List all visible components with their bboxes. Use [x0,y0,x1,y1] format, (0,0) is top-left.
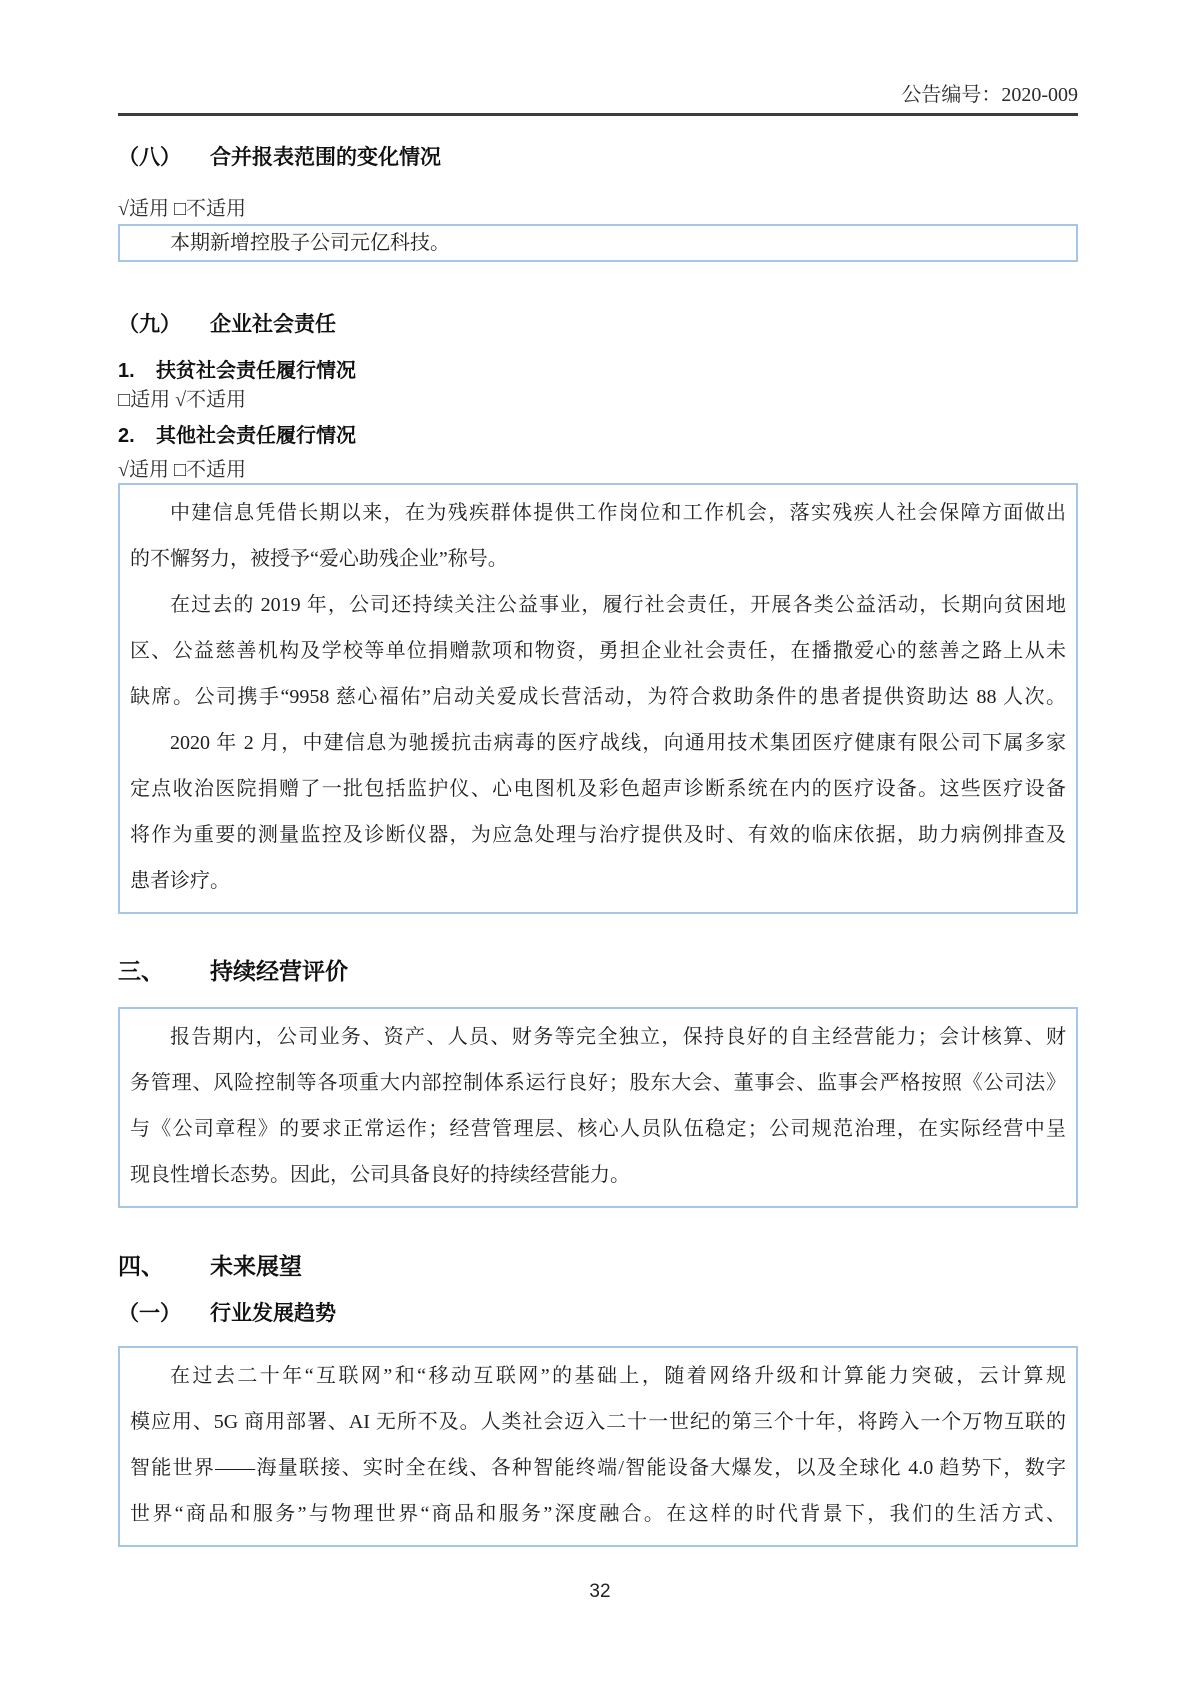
section-8-heading [118,147,1078,169]
list-item-1-applicability-line: □适用 √不适用 [118,389,247,411]
section-3-content-box [118,1007,1078,1208]
page-number: 32 [589,1581,611,1602]
paragraph-line: 缺席。公司携手“9958 慈心福佑”启动关爱成长营活动，为符合救助条件的患者提供资助达 88 人次。 [130,686,1066,708]
paragraph-line: 与《公司章程》的要求正常运作；经营管理层、核心人员队伍稳定；公司规范治理，在实际经营中呈 [130,1118,1066,1140]
section-4-sub-1-number: （一） [118,1302,181,1325]
paragraph-line: 中建信息凭借长期以来，在为残疾群体提供工作岗位和工作机会，落实残疾人社会保障方面做出 [170,502,1066,524]
list-item-2 [118,426,1078,446]
paragraph-line: 在过去的 2019 年，公司还持续关注公益事业，履行社会责任，开展各类公益活动，长期向贫困地 [170,594,1066,616]
list-item-1-title: 扶贫社会责任履行情况 [156,360,356,382]
paragraph-line: 世界“商品和服务”与物理世界“商品和服务”深度融合。在这样的时代背景下，我们的生活方式、 [130,1503,1066,1525]
section-3-number: 三、 [118,958,164,984]
list-item-1 [118,361,1078,381]
section-4-sub-1-title: 行业发展趋势 [210,1302,336,1325]
header-rule [118,113,1078,116]
section-4-sub-1-heading [118,1303,1078,1325]
paragraph-line: 报告期内，公司业务、资产、人员、财务等完全独立，保持良好的自主经营能力；会计核算、财 [170,1026,1066,1048]
paragraph-line: 现良性增长态势。因此，公司具备良好的持续经营能力。 [130,1164,630,1186]
section-4-title: 未来展望 [210,1253,302,1279]
section-8-title: 合并报表范围的变化情况 [210,146,441,169]
paragraph-line: 的不懈努力，被授予“爱心助残企业”称号。 [130,548,508,570]
paragraph-line: 患者诊疗。 [130,870,230,892]
section-9-content-box [118,483,1078,914]
notice-number: 公告编号：2020-009 [901,84,1078,106]
document-page [118,0,1078,1603]
section-4-number: 四、 [118,1253,164,1279]
paragraph-line: 将作为重要的测量监控及诊断仪器，为应急处理与治疗提供及时、有效的临床依据，助力病例排查及 [130,824,1066,846]
paragraph-line: 区、公益慈善机构及学校等单位捐赠款项和物资，勇担企业社会责任，在播撒爱心的慈善之路上从未 [130,640,1066,662]
paragraph-line: 模应用、5G 商用部署、AI 无所不及。人类社会迈入二十一世纪的第三个十年，将跨入一个万物互联的 [130,1411,1066,1433]
section-9-title: 企业社会责任 [210,313,336,336]
section-3-heading [118,959,1078,983]
section-3-title: 持续经营评价 [210,958,348,984]
paragraph-line: 智能世界——海量联接、实时全在线、各种智能终端/智能设备大爆发，以及全球化 4.0 趋势下，数字 [130,1457,1066,1479]
paragraph-line: 2020 年 2 月，中建信息为驰援抗击病毒的医疗战线，向通用技术集团医疗健康有限公司下属多家 [170,732,1066,754]
list-item-2-title: 其他社会责任履行情况 [156,425,356,447]
section-8-number: （八） [118,146,181,169]
list-item-2-number: 2. [118,425,135,447]
list-item-2-applicability-line: √适用 □不适用 [118,459,247,481]
paragraph-line: 在过去二十年“互联网”和“移动互联网”的基础上，随着网络升级和计算能力突破，云计算规 [170,1365,1066,1387]
section-9-heading [118,314,1078,336]
section-4-content-box [118,1346,1078,1547]
paragraph-line: 本期新增控股子公司元亿科技。 [170,232,450,254]
section-8-content-box [118,224,1078,262]
section-9-number: （九） [118,313,181,336]
section-8-applicability-line: √适用 □不适用 [118,198,247,220]
list-item-1-number: 1. [118,360,135,382]
paragraph-line: 定点收治医院捐赠了一批包括监护仪、心电图机及彩色超声诊断系统在内的医疗设备。这些医疗设备 [130,778,1066,800]
paragraph-line: 务管理、风险控制等各项重大内部控制体系运行良好；股东大会、董事会、监事会严格按照《公司法》 [130,1072,1066,1094]
section-4-heading [118,1254,1078,1278]
